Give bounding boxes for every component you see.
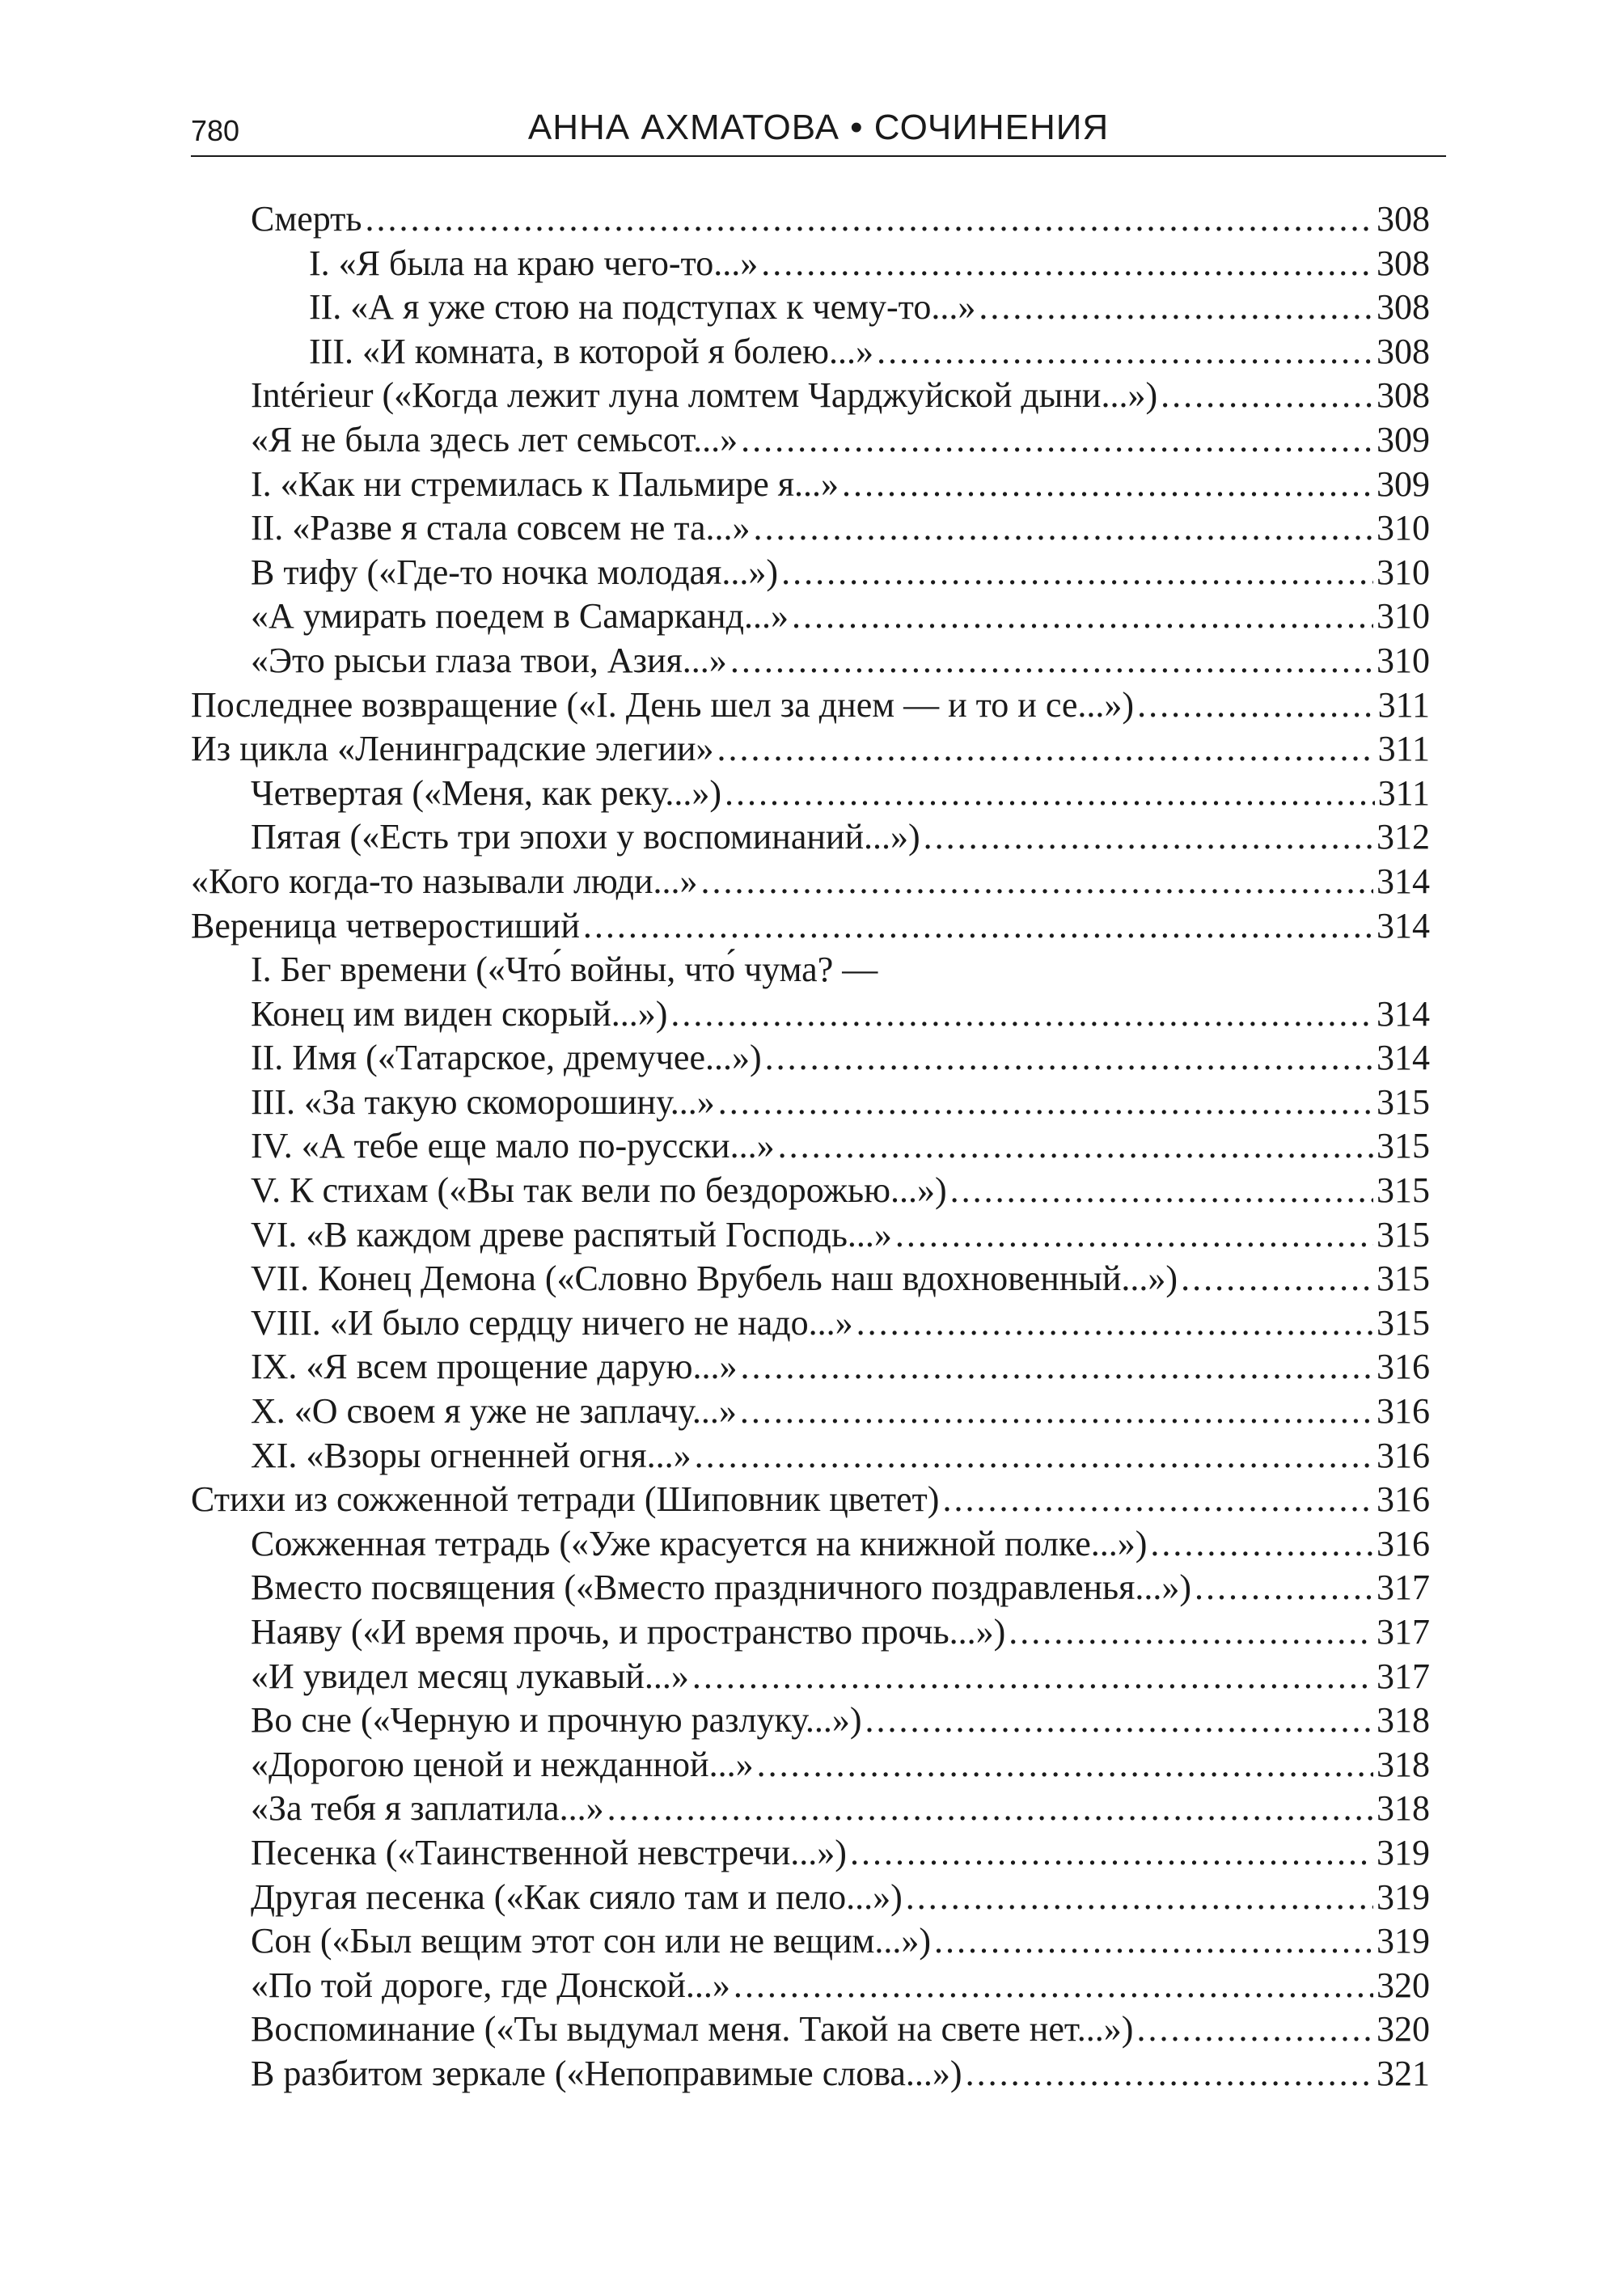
dot-leader xyxy=(950,1169,1373,1213)
toc-entry-title: Конец им виден скорый...») xyxy=(251,993,668,1034)
dot-leader xyxy=(670,992,1373,1037)
toc-entry-title: VI. «В каждом древе распятый Господь...» xyxy=(251,1214,892,1254)
dot-leader xyxy=(934,1919,1373,1964)
dot-leader xyxy=(741,1345,1373,1390)
toc-entry-page: 314 xyxy=(1377,905,1430,946)
toc-entry-page: 320 xyxy=(1377,2009,1430,2050)
toc-entry-title: XI. «Взоры огненней огня...» xyxy=(251,1435,691,1475)
toc-entry-page: 317 xyxy=(1377,1656,1430,1696)
toc-entry xyxy=(191,551,1430,595)
toc-entry xyxy=(191,2007,1430,2052)
toc-entry xyxy=(191,992,1430,1037)
toc-entry-title: «И увидел месяц лукавый...» xyxy=(251,1656,689,1696)
toc-entry-title: IX. «Я всем прощение дарую...» xyxy=(251,1347,738,1387)
toc-entry-title: Сон («Был вещим этот сон или не вещим...») xyxy=(251,1921,932,1961)
toc-entry-title: II. «А я уже стою на подступах к чему-то...» xyxy=(309,287,976,328)
toc-entry-page: 314 xyxy=(1377,861,1430,901)
toc-entry-title: В разбитом зеркале («Непоправимые слова...») xyxy=(251,2053,962,2093)
toc-entry-title: «По той дороге, где Донской...» xyxy=(251,1965,730,2005)
toc-entry xyxy=(191,1655,1430,1699)
toc-entry xyxy=(191,1434,1430,1479)
toc-entry-page: 312 xyxy=(1377,817,1430,857)
toc-entry xyxy=(191,1081,1430,1125)
toc-entry-title: Intérieur («Когда лежит луна ломтем Чарджуйской дыни...») xyxy=(251,375,1158,416)
toc-entry-title: Стихи из сожженной тетради (Шиповник цветет) xyxy=(191,1479,940,1520)
toc-entry-title: Наяву («И время прочь, и пространство прочь...») xyxy=(251,1612,1006,1652)
toc-entry-title: Последнее возвращение («I. День шел за днем — и то и се...») xyxy=(191,684,1135,725)
toc-entry-title: Вереница четверостиший xyxy=(191,905,580,946)
dot-leader xyxy=(895,1213,1373,1258)
toc-entry-page: 318 xyxy=(1377,1744,1430,1784)
toc-entry-title: VII. Конец Демона («Словно Врубель наш вдохновенный...») xyxy=(251,1259,1178,1299)
toc-entry-page: 315 xyxy=(1377,1214,1430,1254)
dot-leader xyxy=(877,330,1373,374)
toc-entry xyxy=(191,197,1430,242)
toc-entry-page: 318 xyxy=(1377,1788,1430,1829)
toc-entry-page: 315 xyxy=(1377,1081,1430,1122)
dot-leader xyxy=(692,1655,1373,1699)
dot-leader xyxy=(695,1434,1373,1479)
toc-entry-title: I. «Как ни стремилась к Пальмире я...» xyxy=(251,463,839,504)
toc-entry-title: Смерть xyxy=(251,199,362,239)
dot-leader xyxy=(979,286,1373,330)
toc-entry-page: 317 xyxy=(1377,1612,1430,1652)
toc-entry-page: 316 xyxy=(1377,1391,1430,1432)
dot-leader xyxy=(778,1124,1373,1169)
toc-entry xyxy=(191,506,1430,551)
toc-entry-title: IV. «А тебе еще мало по-русски...» xyxy=(251,1126,775,1166)
toc-entry-page: 308 xyxy=(1377,199,1430,239)
toc-entry xyxy=(191,1124,1430,1169)
dot-leader xyxy=(757,1743,1373,1787)
page-header xyxy=(191,97,1446,157)
toc-entry xyxy=(191,1169,1430,1213)
toc-entry-page: 310 xyxy=(1377,596,1430,637)
toc-entry xyxy=(191,1036,1430,1081)
toc-entry-continued xyxy=(191,948,1430,992)
dot-leader xyxy=(924,815,1373,860)
toc-entry-title: Другая песенка («Как сияло там и пело...») xyxy=(251,1876,903,1917)
toc-entry xyxy=(191,2052,1430,2096)
dot-leader xyxy=(1137,683,1375,728)
toc-entry xyxy=(191,815,1430,860)
toc-entry xyxy=(191,1478,1430,1522)
toc-entry-page: 311 xyxy=(1377,772,1430,813)
toc-entry-title: III. «И комната, в которой я болею...» xyxy=(309,331,874,371)
toc-entry-title: Сожженная тетрадь («Уже красуется на книжной полке...») xyxy=(251,1523,1148,1563)
dot-leader xyxy=(754,506,1373,551)
running-head: АННА АХМАТОВА • СОЧИНЕНИЯ xyxy=(527,108,1110,147)
toc-entry-title: I. Бег времени («Что́ войны, что́ чума? — xyxy=(251,950,878,990)
toc-entry xyxy=(191,1213,1430,1258)
toc-entry-title: Воспоминание («Ты выдумал меня. Такой на свете нет...») xyxy=(251,2009,1134,2050)
dot-leader xyxy=(781,551,1373,595)
toc-entry-title: «За тебя я заплатила...» xyxy=(251,1788,604,1829)
page-number: 780 xyxy=(191,114,240,147)
dot-leader xyxy=(1009,1610,1373,1655)
toc-entry-title: «Кого когда-то называли люди...» xyxy=(191,861,698,901)
toc-entry xyxy=(191,1610,1430,1655)
toc-entry-page: 311 xyxy=(1377,729,1430,769)
toc-entry xyxy=(191,1301,1430,1346)
dot-leader xyxy=(842,463,1373,507)
toc-entry-page: 308 xyxy=(1377,375,1430,416)
toc-entry-page: 317 xyxy=(1377,1567,1430,1608)
toc-entry-title: III. «За такую скоморошину...» xyxy=(251,1081,715,1122)
toc-entry xyxy=(191,772,1430,816)
toc-entry-page: 318 xyxy=(1377,1700,1430,1741)
dot-leader xyxy=(850,1831,1373,1876)
dot-leader xyxy=(1181,1257,1373,1301)
toc-entry xyxy=(191,1743,1430,1787)
dot-leader xyxy=(740,1390,1373,1434)
toc-entry-page: 308 xyxy=(1377,287,1430,328)
toc-entry-title: Из цикла «Ленинградские элегии» xyxy=(191,729,714,769)
toc-entry xyxy=(191,904,1430,949)
dot-leader xyxy=(1136,2007,1373,2052)
toc-entry-title: Песенка («Таинственной невстречи...») xyxy=(251,1832,847,1872)
toc-entry-page: 316 xyxy=(1377,1479,1430,1520)
dot-leader xyxy=(583,904,1373,949)
dot-leader xyxy=(792,594,1373,639)
dot-leader xyxy=(1150,1522,1373,1567)
dot-leader xyxy=(906,1876,1373,1920)
toc-entry-title: V. К стихам («Вы так вели по бездорожью...») xyxy=(251,1170,947,1211)
toc-entry-page: 319 xyxy=(1377,1921,1430,1961)
toc-entry xyxy=(191,594,1430,639)
toc-entry-page: 314 xyxy=(1377,1038,1430,1078)
toc-entry xyxy=(191,1964,1430,2008)
dot-leader xyxy=(942,1478,1373,1522)
toc-entry xyxy=(191,463,1430,507)
toc-entry xyxy=(191,1345,1430,1390)
toc-entry-page: 315 xyxy=(1377,1259,1430,1299)
toc-entry xyxy=(191,1876,1430,1920)
toc-entry xyxy=(191,374,1430,418)
toc-entry xyxy=(191,1831,1430,1876)
dot-leader xyxy=(607,1787,1373,1831)
toc-entry-page: 316 xyxy=(1377,1347,1430,1387)
dot-leader xyxy=(1195,1566,1373,1610)
toc-entry-title: Во сне («Черную и прочную разлуку...») xyxy=(251,1700,862,1741)
toc-entry-title: VIII. «И было сердцу ничего не надо...» xyxy=(251,1302,853,1343)
toc-entry xyxy=(191,1390,1430,1434)
toc-entry-title: «Дорогою ценой и нежданной...» xyxy=(251,1744,754,1784)
toc-entry xyxy=(191,330,1430,374)
toc-entry xyxy=(191,639,1430,683)
dot-leader xyxy=(765,1036,1373,1081)
toc-entry-title: «Я не была здесь лет семьсот...» xyxy=(251,419,738,459)
toc-entry-page: 310 xyxy=(1377,552,1430,592)
toc-entry-title: Вместо посвящения («Вместо праздничного поздравленья...») xyxy=(251,1567,1191,1608)
toc-entry-page: 311 xyxy=(1377,684,1430,725)
dot-leader xyxy=(966,2052,1373,2096)
dot-leader xyxy=(725,772,1375,816)
toc-entry-title: Четвертая («Меня, как реку...») xyxy=(251,772,722,813)
dot-leader xyxy=(1161,374,1373,418)
toc-entry-title: В тифу («Где-то ночка молодая...») xyxy=(251,552,779,592)
toc-entry xyxy=(191,1699,1430,1743)
toc-entry xyxy=(191,1257,1430,1301)
toc-entry-page: 308 xyxy=(1377,331,1430,371)
dot-leader xyxy=(856,1301,1373,1346)
toc-entry-page: 321 xyxy=(1377,2053,1430,2093)
toc-entry xyxy=(191,242,1430,286)
toc-entry xyxy=(191,727,1430,772)
toc-entry xyxy=(191,860,1430,904)
toc-entry-title: II. «Разве я стала совсем не та...» xyxy=(251,508,751,548)
toc-entry-page: 310 xyxy=(1377,508,1430,548)
toc-entry xyxy=(191,1522,1430,1567)
toc-entry-page: 320 xyxy=(1377,1965,1430,2005)
dot-leader xyxy=(761,242,1373,286)
dot-leader xyxy=(741,418,1373,463)
toc-entry-page: 308 xyxy=(1377,243,1430,283)
toc-entry xyxy=(191,1787,1430,1831)
toc-entry-title: II. Имя («Татарское, дремучее...») xyxy=(251,1038,762,1078)
dot-leader xyxy=(734,1964,1373,2008)
toc-entry xyxy=(191,1566,1430,1610)
dot-leader xyxy=(730,639,1373,683)
toc-entry-page: 315 xyxy=(1377,1170,1430,1211)
toc-entry-page: 314 xyxy=(1377,993,1430,1034)
toc-entry-page: 315 xyxy=(1377,1126,1430,1166)
toc-entry-page: 316 xyxy=(1377,1435,1430,1475)
toc-entry-page: 319 xyxy=(1377,1832,1430,1872)
table-of-contents xyxy=(191,197,1430,2096)
toc-entry-title: «Это рысьи глаза твои, Азия...» xyxy=(251,640,727,680)
toc-entry-page: 309 xyxy=(1377,463,1430,504)
toc-entry xyxy=(191,286,1430,330)
toc-entry xyxy=(191,683,1430,728)
toc-entry xyxy=(191,418,1430,463)
toc-entry-page: 309 xyxy=(1377,419,1430,459)
toc-entry-title: Пятая («Есть три эпохи у воспоминаний...») xyxy=(251,817,920,857)
dot-leader xyxy=(700,860,1373,904)
dot-leader xyxy=(717,727,1375,772)
toc-entry-title: «А умирать поедем в Самарканд...» xyxy=(251,596,789,637)
toc-entry xyxy=(191,1919,1430,1964)
toc-entry-page: 319 xyxy=(1377,1876,1430,1917)
toc-entry-title: I. «Я была на краю чего-то...» xyxy=(309,243,759,283)
toc-entry-page: 310 xyxy=(1377,640,1430,680)
toc-entry-page: 316 xyxy=(1377,1523,1430,1563)
toc-entry-page: 315 xyxy=(1377,1302,1430,1343)
toc-entry-title: X. «О своем я уже не заплачу...» xyxy=(251,1391,737,1432)
dot-leader xyxy=(865,1699,1373,1743)
dot-leader xyxy=(718,1081,1373,1125)
dot-leader xyxy=(365,197,1373,242)
